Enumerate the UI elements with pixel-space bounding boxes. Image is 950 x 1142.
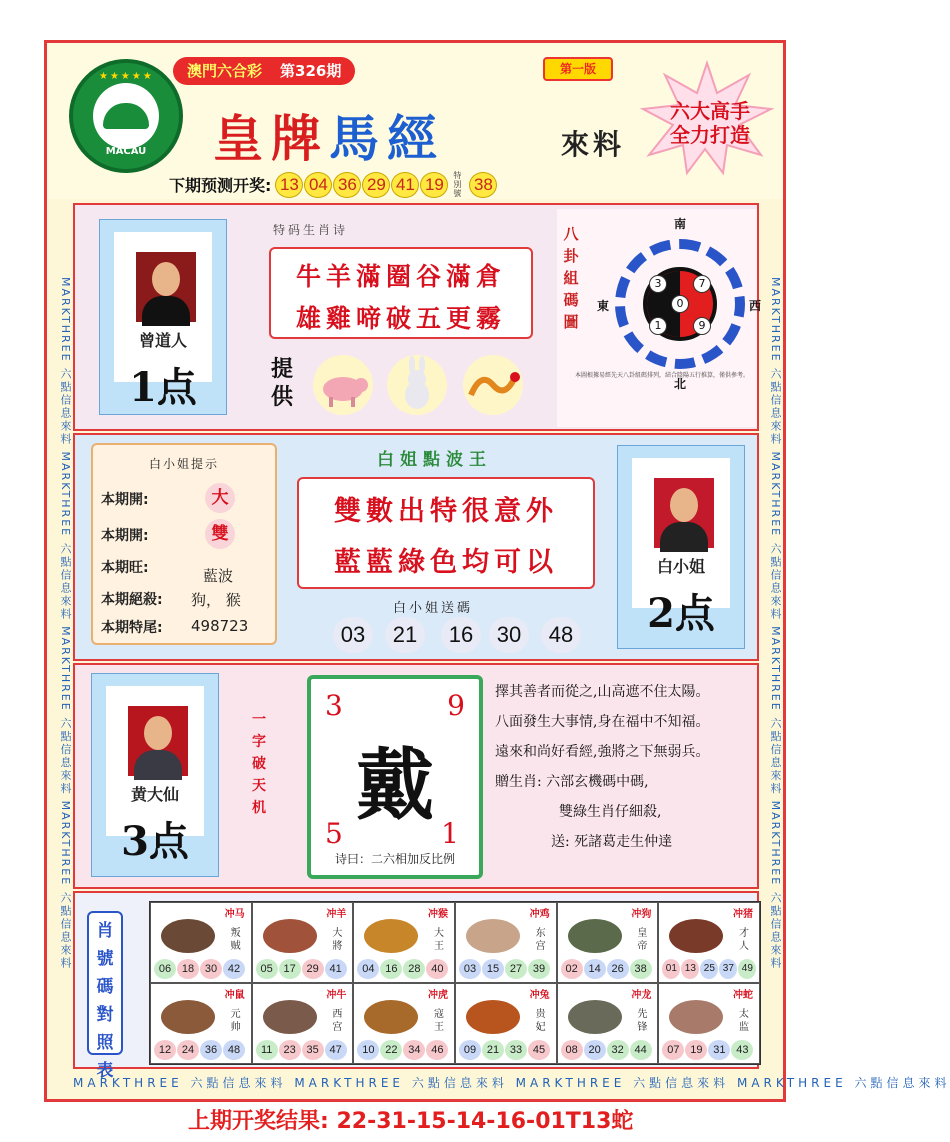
slogan [655,99,765,147]
source-text: 來料 [561,128,626,161]
prediction-ball: 29 [362,172,390,198]
tip-label: 本期開: [101,528,149,544]
zodiac-number-ball: 21 [482,1040,504,1060]
zodiac-title-name: 大將 [332,928,343,952]
text-line: 贈生肖: 六部玄機碼中碼, [495,774,649,790]
zodiac-number-ball: 30 [200,959,222,979]
zodiac-number-ball: 12 [154,1040,176,1060]
zodiac-number-ball: 48 [223,1040,245,1060]
slogan-line1: 六大高手 [670,99,750,123]
verse-box [269,247,533,339]
zodiac-number-ball: 27 [505,959,527,979]
bagua-number: 7 [693,275,711,293]
zodiac-number-ball: 02 [561,959,583,979]
bagua-number: 1 [649,317,667,335]
zodiac-clash: 冲羊 [326,909,347,920]
zodiac-clash: 冲兔 [529,990,550,1001]
portrait-frame [106,686,204,865]
send-number: 21 [385,617,425,653]
zodiac-number-ball: 39 [528,959,550,979]
zodiac-number-ball: 06 [154,959,176,979]
zodiac-animal-icon [161,1000,215,1034]
zodiac-number-ball: 08 [561,1040,583,1060]
zodiac-title-name: 才人 [738,928,749,952]
person-name: 曾道人 [138,331,187,350]
zodiac-number-ball: 44 [630,1040,652,1060]
bottom-strip: MARKTHREE 六點信息來料 MARKTHREE 六點信息來料 MARKTHREE 六點信息來料 MARKTHREE 六點信息來料 [73,1076,950,1090]
zodiac-animal-icon [568,919,622,953]
zodiac-number-ball: 36 [200,1040,222,1060]
zodiac-animal-icon [669,1000,723,1034]
zodiac-title-name: 贵妃 [535,1009,546,1033]
zodiac-number-ball: 04 [357,959,379,979]
zodiac-cell [658,902,760,983]
tip-value: 狗， 猴 [191,591,241,609]
zodiac-number-ball: 10 [357,1040,379,1060]
portrait-frame [114,232,212,411]
section-baixiaojie [73,433,759,661]
zodiac-numbers [256,1040,347,1060]
text-line: 八面發生大事情,身在福中不知福。 [495,714,710,730]
prediction-ball: 13 [275,172,303,198]
zodiac-cell [150,902,252,983]
portrait-card [91,673,219,877]
text-line: 擇其善者而從之,山高遮不住太陽。 [495,684,710,700]
prediction-row [169,171,498,198]
zodiac-number-ball: 07 [662,1040,684,1060]
zodiac-cell [252,983,354,1064]
zodiac-animal-icon [364,1000,418,1034]
zodiac-number-ball: 43 [731,1040,753,1060]
body-shape [660,522,708,552]
dir-west: 西 [749,299,762,313]
zodiac-clash: 冲鼠 [224,990,245,1001]
zodiac-number-ball: 37 [719,959,737,979]
zodiac-number-ball: 28 [403,959,425,979]
zodiac-number-ball: 05 [256,959,278,979]
issue-pill [173,57,355,85]
send-number: 03 [333,617,373,653]
zodiac-grid [149,901,761,1065]
zodiac-number-ball: 15 [482,959,504,979]
zodiac-number-ball: 22 [380,1040,402,1060]
zodiac-cell [455,902,557,983]
zodiac-number-ball: 35 [302,1040,324,1060]
zodiac-number-ball: 42 [223,959,245,979]
poster-page [44,40,950,1102]
zodiac-title-name: 大王 [433,928,444,952]
zodiac-numbers [459,959,550,979]
special-ball: 38 [469,172,497,198]
zodiac-clash: 冲牛 [326,990,347,1001]
portrait-frame [632,458,730,637]
left-side-strip: MARKTHREE 六點信息來料 MARKTHREE 六點信息來料 MARKTHREE 六點信息來料 MARKTHREE 六點信息來料 [59,276,72,970]
verse-kicker: 特码生肖诗 [273,223,349,237]
zodiac-animal-icon [263,919,317,953]
send-label: 白小姐送碼 [393,601,474,616]
points-label: 1点 [129,364,197,411]
bagua-chart [557,209,762,427]
points-label: 3点 [121,818,189,865]
section-zodiac [73,891,759,1081]
zodiac-numbers [662,959,756,979]
zodiac-numbers [256,959,347,979]
tip-value: 498723 [191,617,249,635]
tips-title: 白小姐提示 [148,457,219,471]
dir-south: 南 [674,217,687,231]
zodiac-clash: 冲虎 [427,990,448,1001]
zodiac-numbers [357,959,448,979]
tip-label: 本期絕殺: [101,592,163,608]
zodiac-title-name: 西宫 [332,1009,343,1033]
zodiac-animal-icon [466,1000,520,1034]
zodiac-cell [658,983,760,1064]
section-daoren [73,203,762,431]
zodiac-animal-icon [364,919,418,953]
zodiac-number-ball: 45 [528,1040,550,1060]
zodiac-numbers [459,1040,550,1060]
dragon-icon [463,355,523,415]
zodiac-number-ball: 20 [584,1040,606,1060]
zodiac-numbers [662,1040,753,1060]
text-line: 雙綠生肖仔細殺, [559,804,662,820]
zodiac-cell [252,902,354,983]
zodiac-number-ball: 17 [279,959,301,979]
prediction-ball: 19 [420,172,448,198]
zodiac-title-name: 元帅 [230,1009,241,1033]
zodiac-cell [557,983,659,1064]
issue-number: 第326期 [280,62,342,80]
zodiac-clash: 冲蛇 [732,990,753,1001]
riddle-character: 戴 [355,740,434,831]
zodiac-title-name: 叛贼 [230,928,241,952]
bagua-number: 0 [671,295,689,313]
text-line: 送: 死諸葛走生仲達 [551,834,673,850]
zodiac-animal-icon [669,919,723,953]
side-slogan: 一字破天机 [252,712,266,816]
zodiac-number-ball: 29 [302,959,324,979]
points-label: 2点 [647,590,715,637]
tip-label: 本期旺: [101,560,149,576]
zodiac-cell [353,902,455,983]
portrait-photo [136,252,196,322]
zodiac-clash: 冲猴 [427,909,448,920]
zodiac-number-ball: 47 [325,1040,347,1060]
zodiac-number-ball: 32 [607,1040,629,1060]
tip-value: 大 [205,483,235,513]
head-shape [144,716,172,750]
zodiac-number-ball: 23 [279,1040,301,1060]
portrait-photo [654,478,714,548]
zodiac-number-ball: 01 [662,959,680,979]
zodiac-numbers [357,1040,448,1060]
verse-line: 藍藍綠色均可以 [334,547,558,578]
text-line: 遠來和尚好看經,強將之下無弱兵。 [495,744,710,760]
zodiac-number-ball: 26 [607,959,629,979]
verse-box [297,477,595,589]
portrait-card [99,219,227,415]
zodiac-number-ball: 11 [256,1040,278,1060]
verse-line: 牛羊滿圈谷滿倉 [295,262,506,291]
zodiac-number-ball: 49 [738,959,756,979]
verse-line: 雄雞啼破五更霧 [295,304,506,333]
lottery-label: 澳門六合彩 [187,62,263,80]
body-shape [142,296,190,326]
zodiac-cell [557,902,659,983]
body-shape [134,750,182,780]
section-huangdaxian [73,663,759,889]
zodiac-numbers [561,1040,652,1060]
character-card [307,675,483,879]
zodiac-cell [353,983,455,1064]
zodiac-clash: 冲猪 [732,909,753,920]
zodiac-number-ball: 40 [426,959,448,979]
verse-line: 雙數出特很意外 [334,496,558,527]
zodiac-clash: 冲龙 [631,990,652,1001]
tip-label: 本期特尾: [101,620,163,636]
tips-card [91,443,277,645]
zodiac-number-ball: 34 [403,1040,425,1060]
zodiac-number-ball: 18 [177,959,199,979]
corner-number: 9 [447,689,465,722]
title-blue: 馬經 [329,109,445,168]
macau-emblem [69,59,183,173]
zodiac-number-ball: 16 [380,959,402,979]
portrait-photo [128,706,188,776]
zodiac-number-ball: 38 [630,959,652,979]
person-name: 黄大仙 [130,785,179,804]
provide-label: 提供 [271,356,294,410]
send-number: 30 [489,617,529,653]
prediction-ball: 04 [304,172,332,198]
zodiac-animal-icon [161,919,215,953]
bagua-number: 9 [693,317,711,335]
tip-value: 雙 [205,519,235,549]
dir-east: 東 [597,299,610,313]
zodiac-number-ball: 31 [708,1040,730,1060]
zodiac-animal-icon [466,919,520,953]
bagua-label: 八卦組碼圖 [563,225,579,331]
pig-icon [313,355,373,415]
zodiac-number-ball: 24 [177,1040,199,1060]
stars-icon: ★★★★★ [99,71,154,82]
zodiac-title-name: 先锋 [637,1009,648,1033]
wave-king-title: 白姐點波王 [377,450,492,470]
poem-line: 诗曰：二六相加反比例 [334,852,455,866]
prediction-ball: 36 [333,172,361,198]
zodiac-number-ball: 25 [700,959,718,979]
zodiac-number-ball: 09 [459,1040,481,1060]
tip-label: 本期開: [101,492,149,508]
send-number: 48 [541,617,581,653]
rabbit-icon [387,355,447,415]
corner-number: 1 [441,817,459,850]
title-red: 皇牌 [213,109,329,168]
person-name: 白小姐 [656,557,705,576]
prediction-label: 下期预测开奖: [169,176,272,195]
corner-number: 3 [325,689,343,722]
zodiac-clash: 冲狗 [631,909,652,920]
zodiac-animal-icon [263,1000,317,1034]
head-shape [670,488,698,522]
zodiac-clash: 冲鸡 [529,909,550,920]
zodiac-numbers [154,1040,245,1060]
zodiac-title-name: 东宫 [535,928,546,952]
emblem-center [93,83,159,149]
corner-number: 5 [325,817,343,850]
slogan-line2: 全力打造 [670,123,750,147]
dir-north: 北 [674,377,687,391]
head-shape [152,262,180,296]
bagua-number: 3 [649,275,667,293]
header [47,43,783,199]
special-label: 特別號 [453,171,462,198]
right-side-strip: MARKTHREE 六點信息來料 MARKTHREE 六點信息來料 MARKTHREE 六點信息來料 MARKTHREE 六點信息來料 [769,276,782,970]
send-number: 16 [441,617,481,653]
prediction-ball: 41 [391,172,419,198]
lotus-icon [103,103,149,129]
zodiac-number-ball: 14 [584,959,606,979]
zodiac-numbers [561,959,652,979]
zodiac-number-ball: 46 [426,1040,448,1060]
zodiac-title-name: 太监 [738,1009,749,1033]
emblem-text: MACAU [105,146,147,157]
bagua-note: 本圖根據易經先天八卦組碼排列，結合陰陽五行推算，僅供參考。 [575,372,750,379]
zodiac-number-ball: 03 [459,959,481,979]
zodiac-title-name: 寇王 [433,1009,444,1033]
zodiac-title-name: 皇帝 [637,928,648,952]
last-result: 上期开奖结果: 22-31-15-14-16-01T13蛇 [188,1109,634,1134]
portrait-card [617,445,745,649]
zodiac-clash: 冲马 [224,909,245,920]
edition-badge: 第一版 [543,57,613,81]
zodiac-cell [455,983,557,1064]
zodiac-cell [150,983,252,1064]
zodiac-title: 肖號碼對照表 [87,911,123,1055]
zodiac-number-ball: 19 [685,1040,707,1060]
zodiac-number-ball: 13 [681,959,699,979]
tip-value: 藍波 [203,567,234,585]
zodiac-numbers [154,959,245,979]
main-title [213,99,445,171]
zodiac-number-ball: 41 [325,959,347,979]
zodiac-number-ball: 33 [505,1040,527,1060]
zodiac-animal-icon [568,1000,622,1034]
